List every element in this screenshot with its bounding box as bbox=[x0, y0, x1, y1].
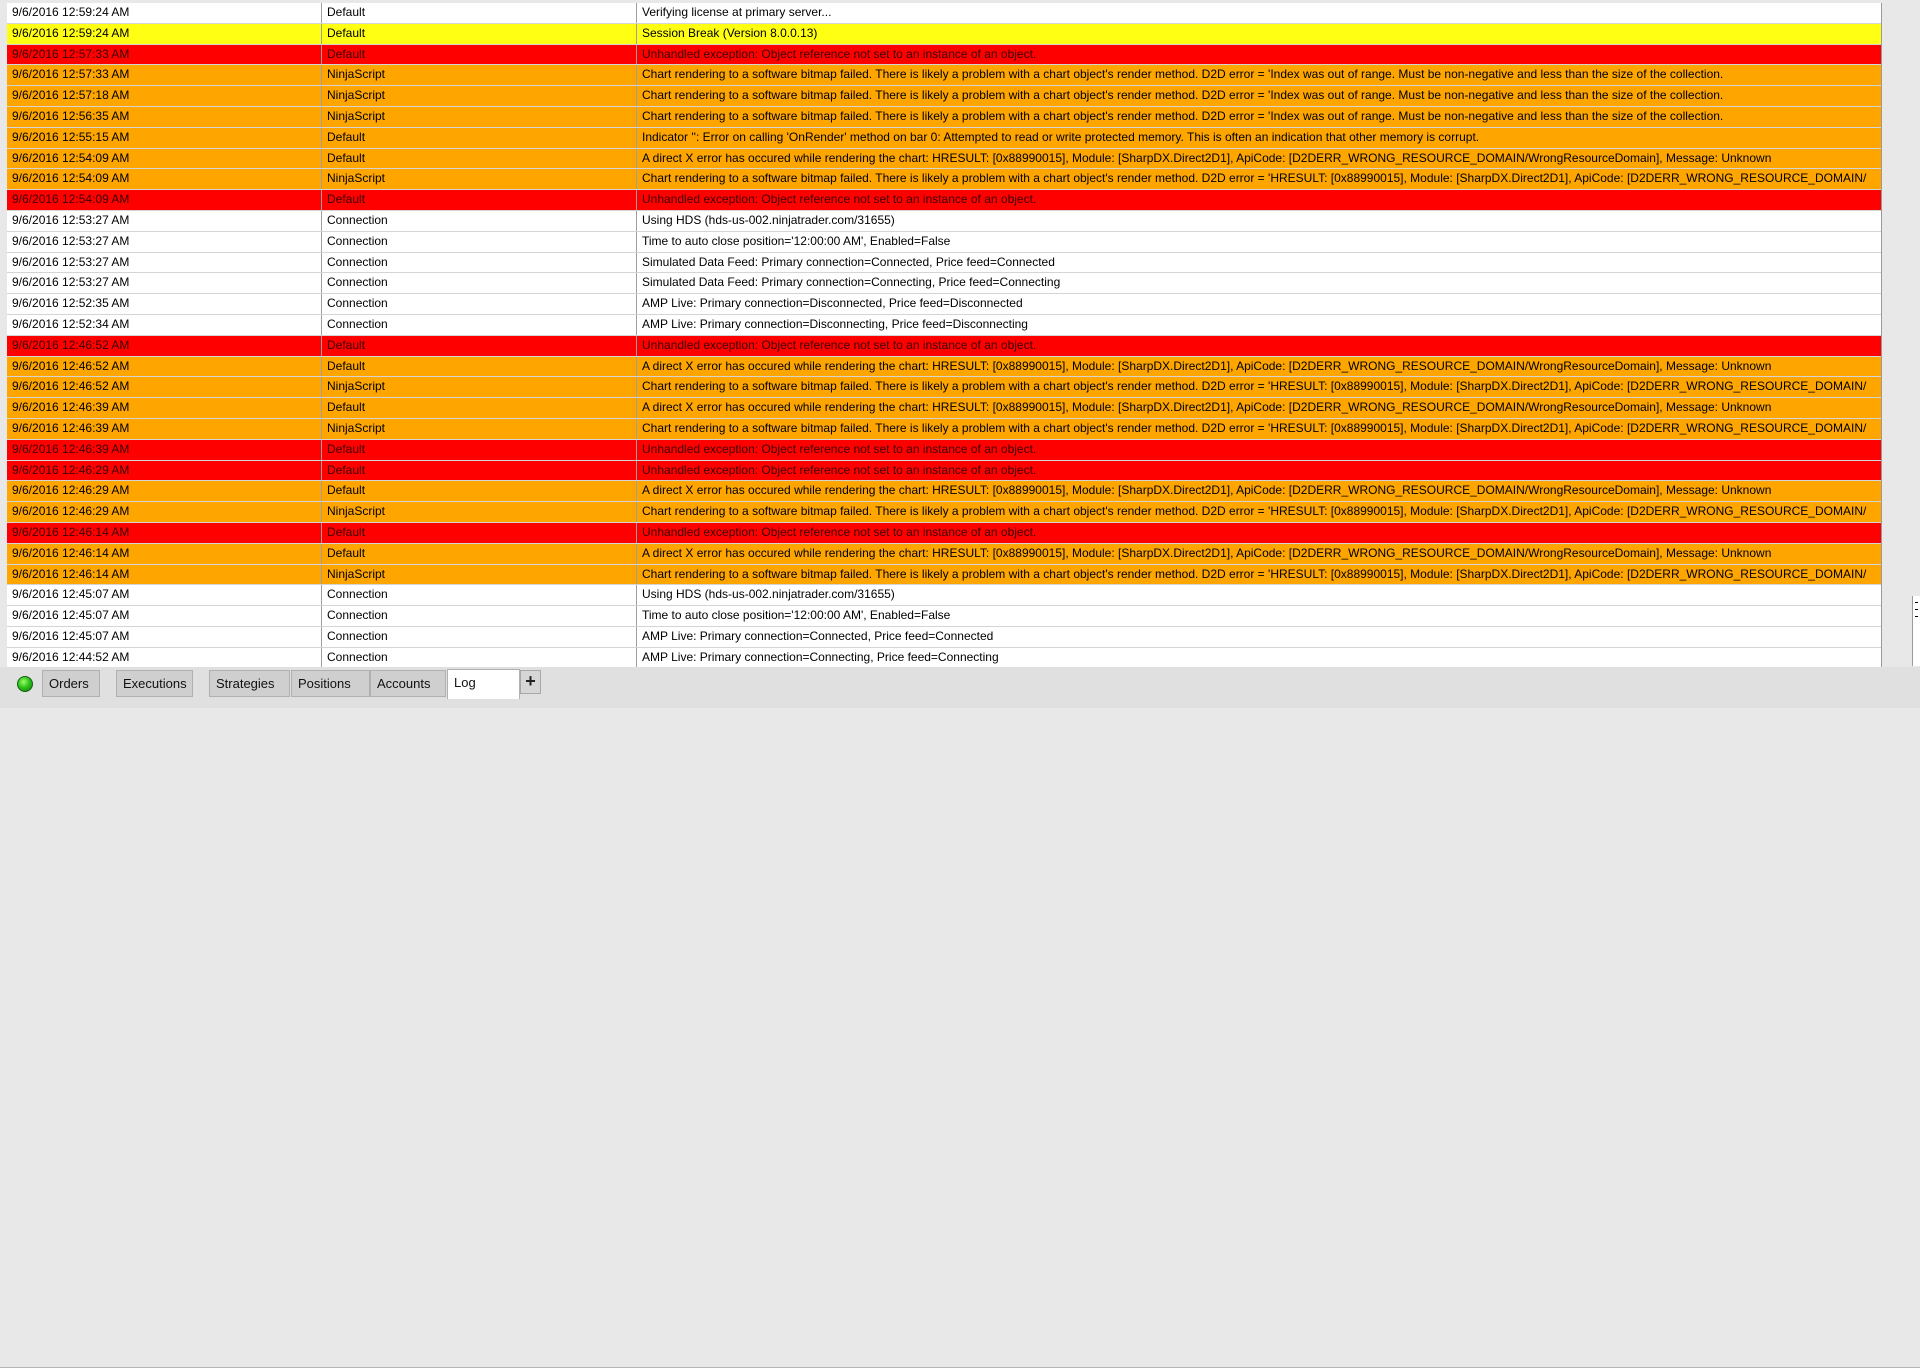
log-category-cell: NinjaScript bbox=[322, 107, 637, 127]
log-message-cell: Chart rendering to a software bitmap failed. There is likely a problem with a chart object's render method. D2D error = 'HRESULT: [0x88990015], Module: [SharpDX.Direct2D1], ApiCode: [D2DERR_WRONG_RESOURCE_DOMAIN/ bbox=[642, 420, 1867, 435]
log-category-cell: Default bbox=[322, 149, 637, 169]
log-time-cell: 9/6/2016 12:57:33 AM bbox=[7, 65, 322, 85]
tab-positions[interactable]: Positions bbox=[291, 670, 370, 697]
tab-bar bbox=[0, 667, 1920, 708]
log-message-cell: Unhandled exception: Object reference not set to an instance of an object. bbox=[642, 524, 1037, 539]
log-category-cell: Connection bbox=[322, 627, 637, 647]
log-time-cell: 9/6/2016 12:46:14 AM bbox=[7, 523, 322, 543]
log-category-cell: Connection bbox=[322, 273, 637, 293]
log-time-cell: 9/6/2016 12:52:35 AM bbox=[7, 294, 322, 314]
log-time-cell: 9/6/2016 12:59:24 AM bbox=[7, 3, 322, 23]
log-row[interactable] bbox=[7, 128, 1881, 149]
log-message-cell: AMP Live: Primary connection=Disconnecting, Price feed=Disconnecting bbox=[642, 316, 1028, 331]
log-row[interactable] bbox=[7, 648, 1881, 668]
log-message-cell: Chart rendering to a software bitmap failed. There is likely a problem with a chart object's render method. D2D error = 'HRESULT: [0x88990015], Module: [SharpDX.Direct2D1], ApiCode: [D2DERR_WRONG_RESOURCE_DOMAIN/ bbox=[642, 379, 1867, 394]
log-category-cell: Connection bbox=[322, 232, 637, 252]
log-time-cell: 9/6/2016 12:46:39 AM bbox=[7, 440, 322, 460]
log-row[interactable] bbox=[7, 86, 1881, 107]
log-row[interactable] bbox=[7, 24, 1881, 45]
log-time-cell: 9/6/2016 12:46:29 AM bbox=[7, 502, 322, 522]
log-time-cell: 9/6/2016 12:54:09 AM bbox=[7, 190, 322, 210]
right-panel-edge bbox=[1912, 596, 1920, 666]
log-row[interactable] bbox=[7, 169, 1881, 190]
log-message-cell: Time to auto close position='12:00:00 AM', Enabled=False bbox=[642, 608, 951, 623]
log-row[interactable] bbox=[7, 294, 1881, 315]
log-message-cell: A direct X error has occured while rendering the chart: HRESULT: [0x88990015], Module: [SharpDX.Direct2D1], ApiCode: [D2DERR_WRONG_RESOURCE_DOMAIN/WrongResourceDomain], Message: Unknown bbox=[642, 358, 1772, 373]
log-category-cell: Connection bbox=[322, 648, 637, 668]
log-row[interactable] bbox=[7, 211, 1881, 232]
log-row[interactable] bbox=[7, 45, 1881, 66]
log-category-cell: Default bbox=[322, 461, 637, 481]
add-tab-button[interactable]: + bbox=[520, 670, 541, 694]
log-category-cell: Default bbox=[322, 481, 637, 501]
log-row[interactable] bbox=[7, 149, 1881, 170]
log-category-cell: Connection bbox=[322, 606, 637, 626]
log-time-cell: 9/6/2016 12:54:09 AM bbox=[7, 149, 322, 169]
log-category-cell: NinjaScript bbox=[322, 565, 637, 585]
log-category-cell: Default bbox=[322, 24, 637, 44]
log-row[interactable] bbox=[7, 336, 1881, 357]
log-time-cell: 9/6/2016 12:46:39 AM bbox=[7, 419, 322, 439]
log-message-cell: Simulated Data Feed: Primary connection=Connected, Price feed=Connected bbox=[642, 254, 1055, 269]
log-row[interactable] bbox=[7, 190, 1881, 211]
log-time-cell: 9/6/2016 12:56:35 AM bbox=[7, 107, 322, 127]
log-time-cell: 9/6/2016 12:53:27 AM bbox=[7, 253, 322, 273]
log-row[interactable] bbox=[7, 419, 1881, 440]
log-category-cell: Connection bbox=[322, 294, 637, 314]
log-time-cell: 9/6/2016 12:46:29 AM bbox=[7, 481, 322, 501]
log-row[interactable] bbox=[7, 461, 1881, 482]
log-time-cell: 9/6/2016 12:46:52 AM bbox=[7, 336, 322, 356]
log-category-cell: Default bbox=[322, 190, 637, 210]
log-row[interactable] bbox=[7, 232, 1881, 253]
log-row[interactable] bbox=[7, 565, 1881, 586]
log-time-cell: 9/6/2016 12:46:29 AM bbox=[7, 461, 322, 481]
log-category-cell: Connection bbox=[322, 253, 637, 273]
log-time-cell: 9/6/2016 12:53:27 AM bbox=[7, 211, 322, 231]
log-category-cell: Connection bbox=[322, 211, 637, 231]
log-time-cell: 9/6/2016 12:52:34 AM bbox=[7, 315, 322, 335]
log-row[interactable] bbox=[7, 3, 1881, 24]
log-message-cell: Unhandled exception: Object reference not set to an instance of an object. bbox=[642, 441, 1037, 456]
log-row[interactable] bbox=[7, 315, 1881, 336]
log-category-cell: NinjaScript bbox=[322, 169, 637, 189]
log-category-cell: Default bbox=[322, 440, 637, 460]
log-time-cell: 9/6/2016 12:57:33 AM bbox=[7, 45, 322, 65]
log-grid[interactable] bbox=[7, 3, 1882, 668]
log-time-cell: 9/6/2016 12:44:52 AM bbox=[7, 648, 322, 668]
log-message-cell: Chart rendering to a software bitmap failed. There is likely a problem with a chart object's render method. D2D error = 'HRESULT: [0x88990015], Module: [SharpDX.Direct2D1], ApiCode: [D2DERR_WRONG_RESOURCE_DOMAIN/ bbox=[642, 171, 1867, 186]
log-category-cell: Default bbox=[322, 398, 637, 418]
log-time-cell: 9/6/2016 12:46:39 AM bbox=[7, 398, 322, 418]
log-category-cell: Connection bbox=[322, 315, 637, 335]
log-message-cell: Verifying license at primary server... bbox=[642, 5, 832, 19]
log-message-cell: Chart rendering to a software bitmap failed. There is likely a problem with a chart object's render method. D2D error = 'Index was out of range. Must be non-negative and less than the size of the collection. bbox=[642, 108, 1724, 123]
log-category-cell: Connection bbox=[322, 585, 637, 605]
log-time-cell: 9/6/2016 12:45:07 AM bbox=[7, 627, 322, 647]
log-row[interactable] bbox=[7, 523, 1881, 544]
log-row[interactable] bbox=[7, 585, 1881, 606]
log-message-cell: Using HDS (hds-us-002.ninjatrader.com/31655) bbox=[642, 212, 895, 227]
log-message-cell: AMP Live: Primary connection=Disconnected, Price feed=Disconnected bbox=[642, 296, 1023, 311]
tab-accounts[interactable]: Accounts bbox=[370, 670, 446, 697]
log-category-cell: Default bbox=[322, 3, 637, 23]
log-message-cell: Unhandled exception: Object reference not set to an instance of an object. bbox=[642, 192, 1037, 207]
log-time-cell: 9/6/2016 12:46:14 AM bbox=[7, 565, 322, 585]
log-message-cell: Chart rendering to a software bitmap failed. There is likely a problem with a chart object's render method. D2D error = 'HRESULT: [0x88990015], Module: [SharpDX.Direct2D1], ApiCode: [D2DERR_WRONG_RESOURCE_DOMAIN/ bbox=[642, 504, 1867, 519]
log-time-cell: 9/6/2016 12:46:14 AM bbox=[7, 544, 322, 564]
log-message-cell: A direct X error has occured while rendering the chart: HRESULT: [0x88990015], Module: [SharpDX.Direct2D1], ApiCode: [D2DERR_WRONG_RESOURCE_DOMAIN/WrongResourceDomain], Message: Unknown bbox=[642, 545, 1772, 560]
log-time-cell: 9/6/2016 12:46:52 AM bbox=[7, 357, 322, 377]
log-category-cell: Default bbox=[322, 544, 637, 564]
log-message-cell: Session Break (Version 8.0.0.13) bbox=[642, 25, 818, 40]
log-message-cell: A direct X error has occured while rendering the chart: HRESULT: [0x88990015], Module: [SharpDX.Direct2D1], ApiCode: [D2DERR_WRONG_RESOURCE_DOMAIN/WrongResourceDomain], Message: Unknown bbox=[642, 483, 1772, 498]
log-category-cell: NinjaScript bbox=[322, 65, 637, 85]
log-message-cell: Chart rendering to a software bitmap failed. There is likely a problem with a chart object's render method. D2D error = 'Index was out of range. Must be non-negative and less than the size of the collection. bbox=[642, 67, 1724, 82]
log-row[interactable] bbox=[7, 377, 1881, 398]
log-message-cell: AMP Live: Primary connection=Connecting, Price feed=Connecting bbox=[642, 649, 999, 664]
tab-orders[interactable]: Orders bbox=[42, 670, 100, 697]
log-category-cell: NinjaScript bbox=[322, 377, 637, 397]
log-row[interactable] bbox=[7, 606, 1881, 627]
tab-executions[interactable]: Executions bbox=[116, 670, 193, 697]
log-message-cell: Using HDS (hds-us-002.ninjatrader.com/31655) bbox=[642, 587, 895, 602]
tab-strategies[interactable]: Strategies bbox=[209, 670, 290, 697]
log-row[interactable] bbox=[7, 273, 1881, 294]
log-category-cell: NinjaScript bbox=[322, 419, 637, 439]
log-category-cell: Default bbox=[322, 128, 637, 148]
log-category-cell: Default bbox=[322, 523, 637, 543]
log-time-cell: 9/6/2016 12:53:27 AM bbox=[7, 273, 322, 293]
log-time-cell: 9/6/2016 12:57:18 AM bbox=[7, 86, 322, 106]
tab-log[interactable]: Log bbox=[447, 669, 520, 699]
log-message-cell: Unhandled exception: Object reference not set to an instance of an object. bbox=[642, 46, 1037, 61]
log-message-cell: Unhandled exception: Object reference not set to an instance of an object. bbox=[642, 337, 1037, 352]
log-row[interactable] bbox=[7, 502, 1881, 523]
log-message-cell: A direct X error has occured while rendering the chart: HRESULT: [0x88990015], Module: [SharpDX.Direct2D1], ApiCode: [D2DERR_WRONG_RESOURCE_DOMAIN/WrongResourceDomain], Message: Unknown bbox=[642, 150, 1772, 165]
log-category-cell: Default bbox=[322, 45, 637, 65]
log-row[interactable] bbox=[7, 107, 1881, 128]
log-message-cell: Unhandled exception: Object reference not set to an instance of an object. bbox=[642, 462, 1037, 477]
log-row[interactable] bbox=[7, 253, 1881, 274]
log-message-cell: A direct X error has occured while rendering the chart: HRESULT: [0x88990015], Module: [SharpDX.Direct2D1], ApiCode: [D2DERR_WRONG_RESOURCE_DOMAIN/WrongResourceDomain], Message: Unknown bbox=[642, 400, 1772, 415]
log-category-cell: NinjaScript bbox=[322, 86, 637, 106]
log-row[interactable] bbox=[7, 357, 1881, 378]
log-time-cell: 9/6/2016 12:53:27 AM bbox=[7, 232, 322, 252]
log-message-cell: Chart rendering to a software bitmap failed. There is likely a problem with a chart object's render method. D2D error = 'HRESULT: [0x88990015], Module: [SharpDX.Direct2D1], ApiCode: [D2DERR_WRONG_RESOURCE_DOMAIN/ bbox=[642, 566, 1867, 581]
log-row[interactable] bbox=[7, 65, 1881, 86]
log-row[interactable] bbox=[7, 627, 1881, 648]
log-row[interactable] bbox=[7, 440, 1881, 461]
log-row[interactable] bbox=[7, 398, 1881, 419]
log-row[interactable] bbox=[7, 544, 1881, 565]
log-category-cell: NinjaScript bbox=[322, 502, 637, 522]
log-time-cell: 9/6/2016 12:45:07 AM bbox=[7, 585, 322, 605]
log-category-cell: Default bbox=[322, 357, 637, 377]
log-time-cell: 9/6/2016 12:46:52 AM bbox=[7, 377, 322, 397]
log-row[interactable] bbox=[7, 481, 1881, 502]
log-message-cell: Time to auto close position='12:00:00 AM', Enabled=False bbox=[642, 233, 951, 248]
log-time-cell: 9/6/2016 12:45:07 AM bbox=[7, 606, 322, 626]
connection-status-icon bbox=[17, 676, 33, 692]
log-time-cell: 9/6/2016 12:54:09 AM bbox=[7, 169, 322, 189]
log-message-cell: Indicator '': Error on calling 'OnRender' method on bar 0: Attempted to read or write protected memory. This is often an indication that other memory is corrupt. bbox=[642, 129, 1480, 144]
log-time-cell: 9/6/2016 12:59:24 AM bbox=[7, 24, 322, 44]
log-time-cell: 9/6/2016 12:55:15 AM bbox=[7, 128, 322, 148]
log-message-cell: AMP Live: Primary connection=Connected, Price feed=Connected bbox=[642, 628, 994, 643]
log-category-cell: Default bbox=[322, 336, 637, 356]
log-message-cell: Chart rendering to a software bitmap failed. There is likely a problem with a chart object's render method. D2D error = 'Index was out of range. Must be non-negative and less than the size of the collection. bbox=[642, 88, 1724, 103]
log-message-cell: Simulated Data Feed: Primary connection=Connecting, Price feed=Connecting bbox=[642, 275, 1061, 290]
